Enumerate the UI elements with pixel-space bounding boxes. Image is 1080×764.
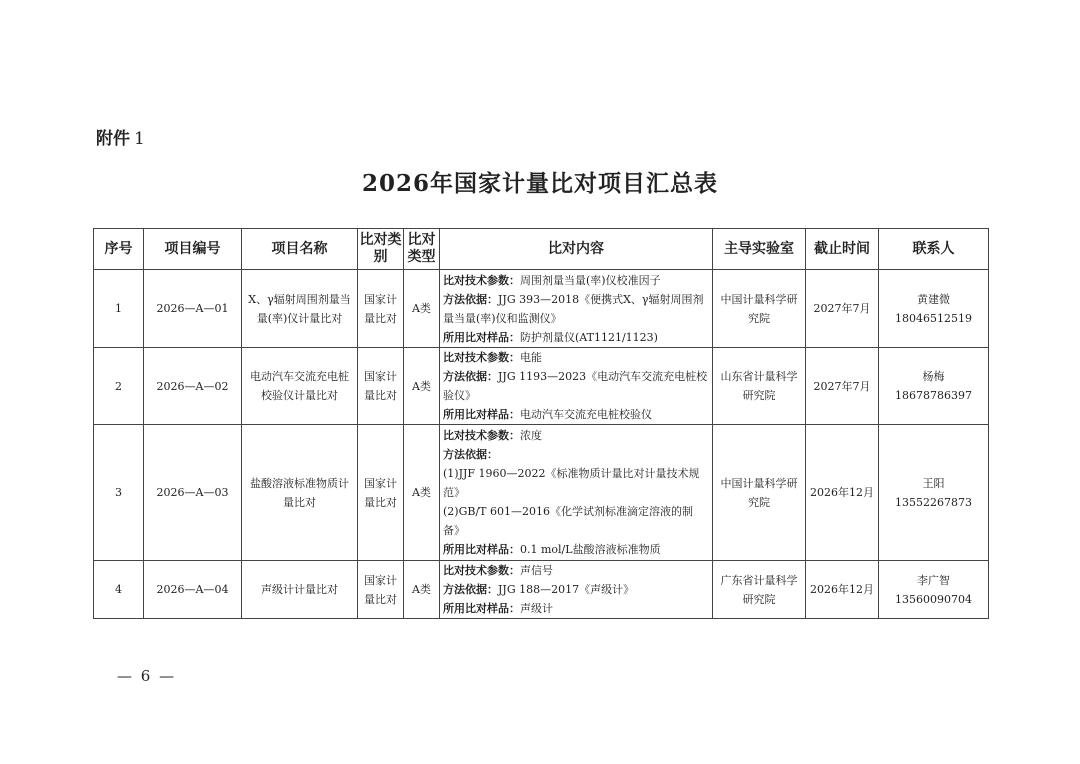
content-sample-label: 所用比对样品： — [443, 408, 520, 421]
cell-deadline-text: 2027年7月 — [813, 302, 871, 315]
cell-contact — [879, 425, 989, 561]
cell-lab — [713, 425, 806, 561]
cell-code-text: 2026—A—01 — [156, 302, 229, 315]
content-method-label: 方法依据： — [443, 583, 498, 596]
header-code: 项目编号 — [144, 229, 242, 270]
cell-type — [404, 270, 440, 348]
content-sample-value: 防护剂量仪(AT1121/1123) — [520, 330, 658, 344]
cell-deadline-text: 2027年7月 — [813, 379, 871, 393]
cell-category — [358, 425, 404, 561]
content-params-label: 比对技术参数： — [443, 351, 520, 364]
cell-type — [404, 425, 440, 561]
cell-deadline — [806, 348, 879, 425]
content-sample-label: 所用比对样品： — [443, 330, 520, 344]
content-method-label: 方法依据： — [443, 292, 498, 306]
cell-name-text: X、γ辐射周围剂量当量(率)仪计量比对 — [248, 292, 351, 325]
cell-name — [242, 425, 358, 561]
contact-phone: 18046512519 — [895, 311, 972, 325]
cell-code — [144, 561, 242, 619]
cell-deadline — [806, 561, 879, 619]
contact-name: 黄建微 — [917, 292, 950, 306]
content-params-label: 比对技术参数： — [443, 273, 520, 287]
cell-type — [404, 348, 440, 425]
cell-content — [440, 425, 713, 561]
cell-name — [242, 348, 358, 425]
contact-phone: 13560090704 — [895, 592, 972, 606]
content-sample-value: 0.1 mol/L盐酸溶液标准物质 — [520, 543, 661, 556]
table-row — [94, 348, 989, 425]
summary-table — [93, 228, 989, 619]
cell-category — [358, 348, 404, 425]
contact-name: 李广智 — [917, 573, 950, 587]
cell-type-text: A类 — [412, 379, 431, 393]
contact-phone: 18678786397 — [895, 389, 972, 402]
cell-code — [144, 425, 242, 561]
cell-category-text: 国家计量比对 — [364, 476, 397, 509]
attachment-number: 1 — [134, 129, 145, 149]
cell-seq — [94, 425, 144, 561]
header-type: 比对类型 — [404, 229, 440, 270]
cell-deadline-text: 2026年12月 — [810, 583, 874, 596]
cell-code — [144, 348, 242, 425]
content-params-label: 比对技术参数： — [443, 429, 520, 442]
cell-type-text: A类 — [412, 583, 431, 596]
content-params-line — [443, 426, 709, 445]
table-row — [94, 561, 989, 619]
content-sample-line — [443, 405, 709, 424]
table-row — [94, 425, 989, 561]
cell-code — [144, 270, 242, 348]
cell-seq-text: 2 — [115, 379, 122, 393]
cell-lab — [713, 561, 806, 619]
content-sample-label: 所用比对样品： — [443, 543, 520, 556]
cell-name-text: 盐酸溶液标准物质计量比对 — [250, 476, 349, 509]
cell-lab-text: 山东省计量科学研究院 — [720, 370, 798, 402]
content-params-value: 浓度 — [520, 429, 542, 442]
content-method-value: JJG 188—2017《声级计》 — [498, 583, 635, 596]
contact-name: 杨梅 — [922, 370, 945, 383]
cell-code-text: 2026—A—03 — [156, 486, 229, 499]
cell-contact — [879, 561, 989, 619]
content-method-value: JJG 393—2018《便携式X、γ辐射周围剂量当量(率)仪和监测仪》 — [443, 292, 704, 325]
cell-code-text: 2026—A—02 — [156, 379, 229, 393]
contact-name: 王阳 — [922, 476, 945, 490]
cell-lab-text: 中国计量科学研究院 — [720, 476, 798, 509]
header-lab: 主导实验室 — [713, 229, 806, 270]
cell-type-text: A类 — [412, 302, 431, 315]
content-params-line — [443, 561, 709, 580]
cell-lab-text: 中国计量科学研究院 — [720, 292, 798, 325]
table-header-row — [94, 229, 989, 270]
content-method-label: 方法依据： — [443, 370, 498, 383]
cell-lab — [713, 348, 806, 425]
cell-type — [404, 561, 440, 619]
content-sample-line — [443, 328, 709, 347]
content-sample-value: 声级计 — [520, 602, 553, 615]
header-contact: 联系人 — [879, 229, 989, 270]
cell-name — [242, 270, 358, 348]
cell-seq — [94, 561, 144, 619]
cell-code-text: 2026—A—04 — [156, 583, 229, 596]
content-method-label: 方法依据： — [443, 448, 498, 461]
content-sample-value: 电动汽车交流充电桩校验仪 — [520, 408, 652, 421]
table-row — [94, 270, 989, 348]
content-params-label: 比对技术参数： — [443, 564, 520, 577]
content-params-value: 电能 — [520, 351, 542, 364]
cell-name — [242, 561, 358, 619]
content-params-value: 声信号 — [520, 564, 553, 577]
contact-phone: 13552267873 — [895, 495, 972, 509]
cell-seq — [94, 348, 144, 425]
attachment-word: 附件 — [96, 129, 130, 149]
cell-content — [440, 270, 713, 348]
cell-category-text: 国家计量比对 — [364, 292, 397, 325]
page-number: — 6 — — [117, 667, 177, 685]
content-params-line — [443, 271, 709, 290]
content-method-item: (1)JJF 1960—2022《标准物质计量比对计量技术规范》 — [443, 467, 700, 499]
cell-category-text: 国家计量比对 — [364, 573, 397, 606]
content-method-line — [443, 445, 709, 464]
content-sample-line — [443, 540, 709, 559]
cell-deadline — [806, 270, 879, 348]
cell-seq-text: 1 — [115, 302, 122, 315]
content-method-line — [443, 580, 709, 599]
content-params-value: 周围剂量当量(率)仪校准因子 — [520, 273, 661, 287]
cell-lab — [713, 270, 806, 348]
attachment-label — [96, 124, 145, 149]
cell-category — [358, 270, 404, 348]
cell-name-text: 声级计计量比对 — [261, 583, 338, 596]
header-category: 比对类别 — [358, 229, 404, 270]
cell-name-text: 电动汽车交流充电桩校验仪计量比对 — [250, 370, 349, 402]
content-method-line — [443, 290, 709, 328]
cell-type-text: A类 — [412, 486, 431, 499]
page-title: 2026年国家计量比对项目汇总表 — [361, 170, 718, 197]
cell-contact — [879, 348, 989, 425]
cell-category-text: 国家计量比对 — [364, 370, 397, 402]
cell-category — [358, 561, 404, 619]
content-method-value: JJG 1193—2023《电动汽车交流充电桩校验仪》 — [443, 370, 708, 402]
cell-lab-text: 广东省计量科学研究院 — [720, 573, 798, 606]
header-content: 比对内容 — [440, 229, 713, 270]
cell-deadline — [806, 425, 879, 561]
cell-content — [440, 561, 713, 619]
header-seq: 序号 — [94, 229, 144, 270]
cell-seq-text: 3 — [115, 486, 122, 499]
cell-seq — [94, 270, 144, 348]
content-sample-line — [443, 599, 709, 618]
content-sample-label: 所用比对样品： — [443, 602, 520, 615]
header-deadline: 截止时间 — [806, 229, 879, 270]
content-params-line — [443, 348, 709, 367]
content-method-line — [443, 367, 709, 405]
header-name: 项目名称 — [242, 229, 358, 270]
cell-content — [440, 348, 713, 425]
cell-deadline-text: 2026年12月 — [810, 486, 874, 499]
table-body — [94, 270, 989, 619]
cell-seq-text: 4 — [115, 583, 122, 596]
cell-contact — [879, 270, 989, 348]
content-method-item: (2)GB/T 601—2016《化学试剂标准滴定溶液的制备》 — [443, 505, 693, 537]
